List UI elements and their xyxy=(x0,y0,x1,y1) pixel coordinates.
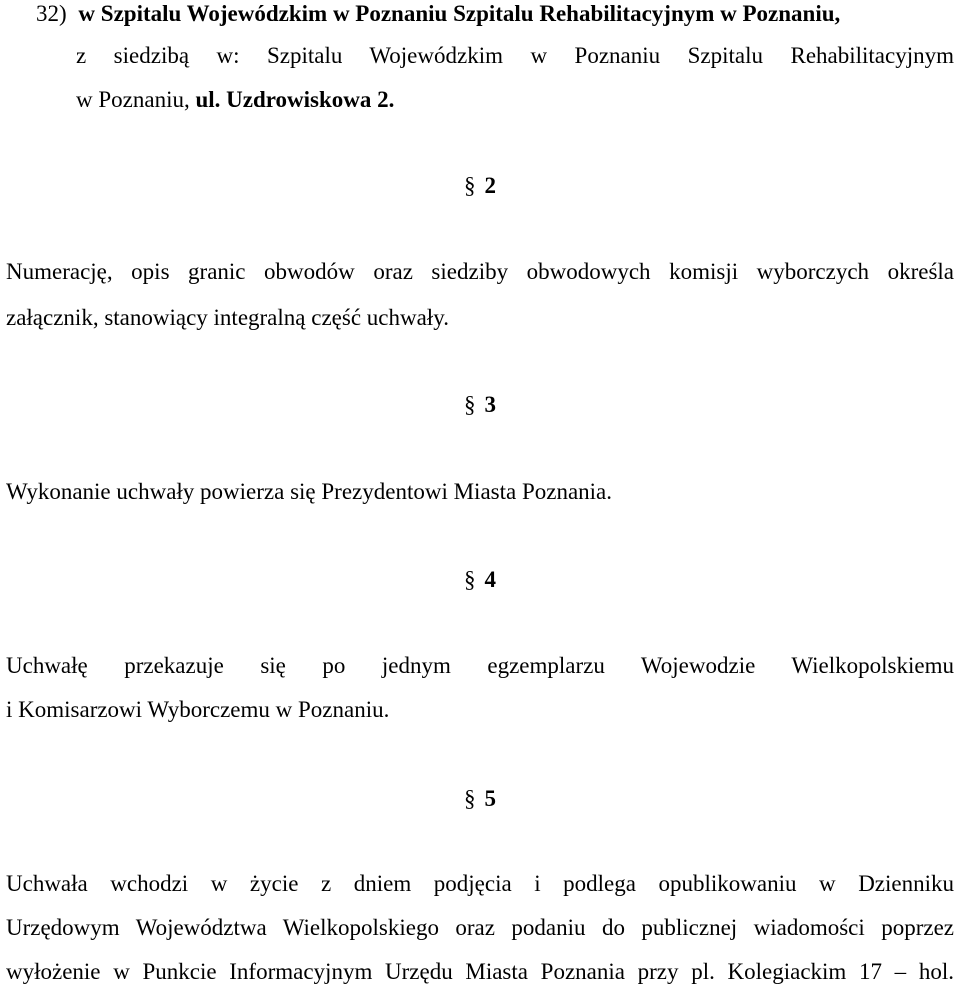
section-heading-5 xyxy=(0,785,960,813)
section-2-line-2 xyxy=(6,304,954,332)
item-32-street-text: ul. Uzdrowiskowa 2. xyxy=(195,87,395,112)
section-number: 3 xyxy=(484,392,496,417)
item-number: 32) xyxy=(36,1,67,26)
item-32-place-text: w Poznaniu, xyxy=(76,87,196,112)
section-5-line-1 xyxy=(6,870,954,898)
paragraph-text: Urzędowym Województwa Wielkopolskiego oraz podaniu do publicznej wiadomości poprzez xyxy=(6,915,954,940)
paragraph-text: załącznik, stanowiący integralną część uchwały. xyxy=(6,305,449,330)
item-32-line-2 xyxy=(76,42,954,70)
section-sign: § xyxy=(464,567,476,592)
section-heading-3 xyxy=(0,391,960,419)
section-4-line-2 xyxy=(6,696,954,724)
paragraph-text: wyłożenie w Punkcie Informacyjnym Urzędu Miasta Poznania przy pl. Kolegiackim 17 – hol. xyxy=(6,959,954,984)
section-number: 2 xyxy=(484,173,496,198)
paragraph-text: Uchwała wchodzi w życie z dniem podjęcia i podlega opublikowaniu w Dzienniku xyxy=(6,871,954,896)
item-32-address-text: z siedzibą w: Szpitalu Wojewódzkim w Poznaniu Szpitalu Rehabilitacyjnym xyxy=(76,43,954,68)
item-32-line-3 xyxy=(76,86,954,114)
section-sign: § xyxy=(464,392,476,417)
section-sign: § xyxy=(464,173,476,198)
paragraph-text: Uchwałę przekazuje się po jednym egzemplarzu Wojewodzie Wielkopolskiemu xyxy=(6,653,954,678)
paragraph-text: Numerację, opis granic obwodów oraz siedziby obwodowych komisji wyborczych określa xyxy=(6,259,954,284)
section-3-line-1 xyxy=(6,478,954,506)
item-32-bold-text: w Szpitalu Wojewódzkim w Poznaniu Szpitalu Rehabilitacyjnym w Poznaniu, xyxy=(78,1,841,26)
paragraph-text: i Komisarzowi Wyborczemu w Poznaniu. xyxy=(6,697,390,722)
paragraph-text: Wykonanie uchwały powierza się Prezydentowi Miasta Poznania. xyxy=(6,479,613,504)
section-number: 4 xyxy=(484,567,496,592)
section-5-line-2 xyxy=(6,914,954,942)
item-32-line-1 xyxy=(36,0,954,28)
section-2-line-1 xyxy=(6,258,954,286)
section-heading-2 xyxy=(0,172,960,200)
section-5-line-3 xyxy=(6,958,954,986)
section-heading-4 xyxy=(0,566,960,594)
section-4-line-1 xyxy=(6,652,954,680)
section-sign: § xyxy=(464,786,476,811)
section-number: 5 xyxy=(484,786,496,811)
